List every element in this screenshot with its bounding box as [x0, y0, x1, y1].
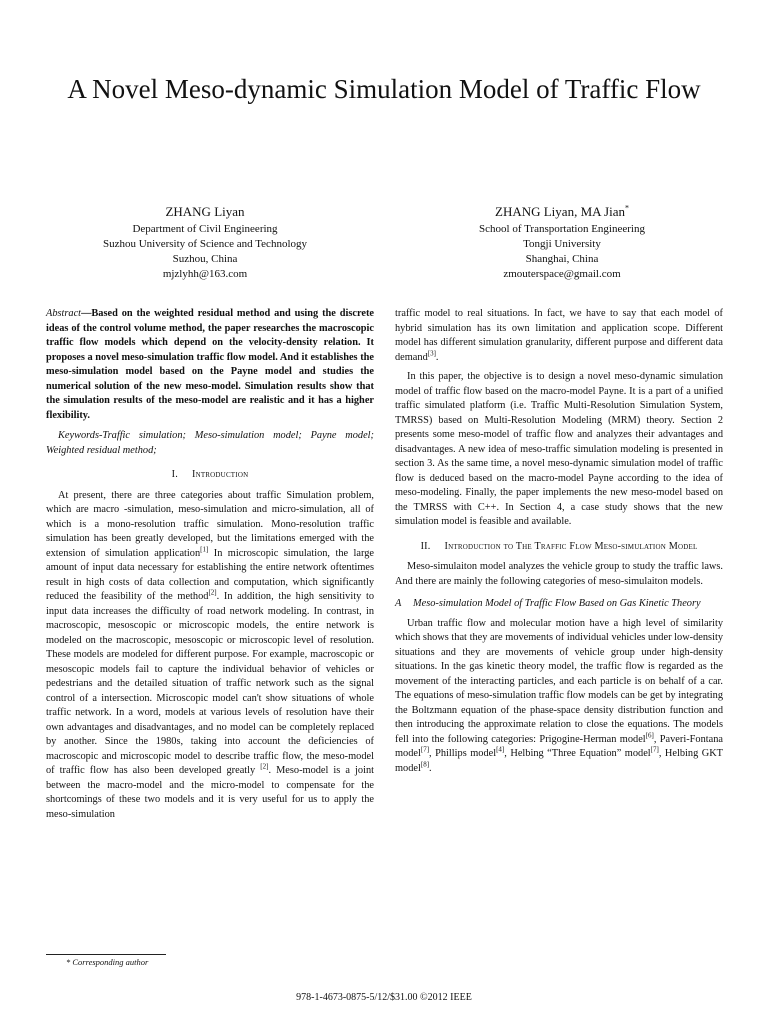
section-1-heading: I. Introduction — [171, 469, 249, 480]
footnote: * Corresponding author — [66, 957, 149, 967]
author-city: Shanghai, China — [525, 253, 599, 265]
copyright-footer: 978-1-4673-0875-5/12/$31.00 ©2012 IEEE — [296, 992, 472, 1003]
citation: [6] — [645, 731, 654, 740]
subsection-a-heading: A Meso-simulation Model of Traffic Flow Based on Gas Kinetic Theory — [395, 598, 701, 609]
citation: [4] — [496, 745, 505, 754]
subsection-a-paragraph: Urban traffic flow and molecular motion have a high level of similarity which shows that they are movements of individual vehicles under low-density situations and they are movements of vehicle group under high-density situations. In the gas kinetic theory model, the traffic flow is regarded as the movement of the interacting particles, and each particle is on behalf of a car. The equations of meso-simulation traffic flow models can be get by integrating the Boltzmann equation of the phase-space density distribution function and then introducing the approximate relation to close the equations. The models fell into the following categories: Prigogine-Herman model[6], Paveri-Fontana model[7], Phillips model[4], Helbing “Three Equation” model[7], Helbing GKT model[8]. — [395, 617, 724, 774]
abstract: Abstract—Based on the weighted residual method and using the discrete ideas of the control volume method, the paper researches the macroscopic traffic flow models which depend on the velocity-density relation. It proposes a novel meso-simulation traffic flow model. And it establishes the meso-simulation model based on the Payne model and studies the numerical solution of the new meso-model. Simulation results show that the simulation results of the meso-model are realistic and it has a higher flexibility. — [46, 308, 374, 421]
citation: [3] — [427, 349, 436, 358]
abstract-label: Abstract — [46, 308, 82, 319]
corresponding-mark: * — [625, 203, 629, 213]
author-block-2 — [397, 203, 727, 282]
author-department: School of Transportation Engineering — [479, 223, 645, 235]
author-block-1 — [40, 203, 370, 282]
right-column — [395, 307, 723, 781]
section-2-paragraph: Meso-simulaiton model analyzes the vehicle group to study the traffic laws. And there are mainly the following categories of meso-simulaiton models. — [395, 561, 723, 587]
abstract-text: Based on the weighted residual method and using the discrete ideas of the control volume method, the paper researches the macroscopic traffic flow models which depend on the velocity-density relation. It proposes a novel meso-simulation traffic flow model. And it establishes the meso-simulation model based on the Payne model and studies the numerical solution of the new meso-model. Simulation results show that the simulation results of the meso-model are realistic and it has a higher flexibility. — [46, 308, 374, 421]
citation: [2] — [208, 588, 217, 597]
author-city: Suzhou, China — [172, 253, 238, 265]
author-email: mjzlyhh@163.com — [162, 268, 248, 280]
section-1-paragraph: At present, there are three categories about traffic Simulation problem, which are macro -simulation, meso-simulation and micro-simulation, all of which is a mono-resolution traffic simulation. Mono-resolution traffic simulation has been greatly developed, but the limitations emerged with the extension of simulation application[1] In microscopic simulation, the large amount of input data necessary for establishing the entire network oftentimes result in high costs of data collection and computation, which significantly reduced the feasibility of the method[2]. In addition, the high sensitivity to input data increases the difficulty of road network modeling. In contrast, in macroscopic, mesoscopic or microscopic models, the entire network is modeled on the macroscopic, mesoscopic or microscopic level of resolution. These models are modeled for different purpose. For example, macroscopic or mesoscopic models fail to capture the individual behavior of vehicles or pedestrians and the detailed situation of traffic network such as the signal control of a intersection. Microscopic model can't show situations of whole traffic network. In a word, models at various levels of resolution have their own advantages and disadvantages, and no model can be completely replaced by another. Since the 1980s, taking into account the deficiencies of macroscopic and microscopic model to describe traffic flow, the meso-model of traffic flow has also been developed greatly [2]. Meso-model is a joint between the macro-model and the micro-model to compensate for the shortcomings of these two models and it is very useful for us to apply the meso-simulation — [46, 489, 374, 820]
author-name: ZHANG Liyan — [165, 204, 245, 219]
author-department: Department of Civil Engineering — [132, 223, 278, 235]
left-column — [46, 307, 374, 827]
citation: [1] — [200, 545, 209, 554]
continued-paragraph: traffic model to real situations. In fact, we have to say that each model of hybrid simulation has its own limitation and application scope. Different model has different simulation granularity, different purpose and different data demand[3]. — [395, 308, 723, 363]
footnote-divider — [46, 954, 166, 955]
section-2-heading: II. Introduction to The Traffic Flow Meso-simulation Model — [420, 540, 698, 552]
citation: [7] — [650, 745, 659, 754]
author-organization: Tongji University — [523, 238, 601, 250]
keywords: Keywords-Traffic simulation; Meso-simulation model; Payne model; Weighted residual method; — [46, 430, 374, 456]
paper-title: A Novel Meso-dynamic Simulation Model of Traffic Flow — [67, 74, 701, 104]
citation: [8] — [420, 760, 430, 769]
author-email: zmouterspace@gmail.com — [503, 268, 621, 280]
objective-paragraph: In this paper, the objective is to design a novel meso-dynamic simulation model of traffic flow based on the macro-model Payne. It is a part of a unified traffic simulated platform (i.e. Traffic Multi-Resolution Simulation System, TMRSS) based on Multi-Resolution Modeling (MRM) theory. Section 2 presents some meso-model of traffic flow and analyzes their advantages and disadvantages. A new idea of meso-traffic simulation modeling is presented in section 3. As the same time, a novel meso-dynamic simulation model of traffic flow is deduced based on the macro-model Payne according to the idea of meso-modeling. Finally, the paper implements the new meso-model based on the TMRSS with C++. In Section 4, a case study shows that the new simulation model is feasible and available. — [395, 371, 723, 527]
citation: [7] — [420, 745, 430, 754]
author-organization: Suzhou University of Science and Technology — [102, 238, 307, 250]
author-name: ZHANG Liyan, MA Jian* — [495, 203, 629, 219]
citation: [2] — [260, 762, 269, 771]
